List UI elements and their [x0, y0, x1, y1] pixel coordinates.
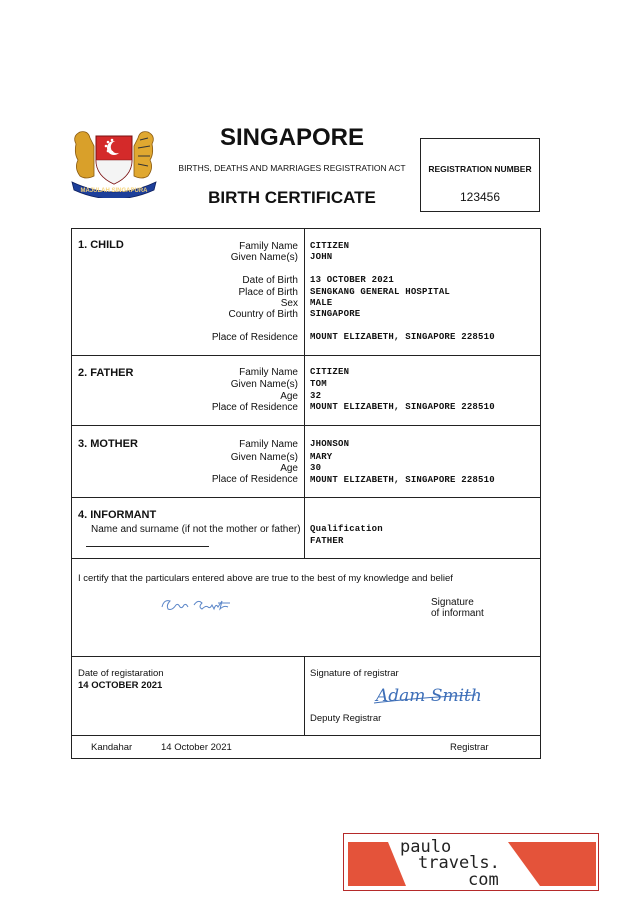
mother-label: Place of Residence [211, 474, 298, 485]
child-label: Family Name [239, 241, 298, 252]
qualification-label: Qualification [310, 524, 383, 534]
child-given-name: JOHN [310, 252, 333, 262]
child-label: Place of Residence [211, 332, 298, 343]
father-label: Family Name [239, 367, 298, 378]
document-title: BIRTH CERTIFICATE [208, 188, 376, 207]
mother-age: 30 [310, 463, 322, 473]
watermark-line: travels. [418, 853, 500, 873]
child-heading: 1. CHILD [78, 239, 124, 251]
child-label: Given Name(s) [230, 252, 298, 263]
mother-heading: 3. MOTHER [78, 438, 138, 450]
mother-residence: MOUNT ELIZABETH, SINGAPORE 228510 [310, 475, 495, 485]
father-label: Age [280, 391, 298, 402]
divider [71, 497, 541, 498]
registration-number-box [420, 138, 540, 212]
country-title: SINGAPORE [219, 124, 365, 151]
child-residence: MOUNT ELIZABETH, SINGAPORE 228510 [310, 332, 495, 342]
mother-given-name: MARY [310, 452, 333, 462]
child-label: Sex [280, 298, 298, 309]
divider [71, 355, 541, 356]
divider [71, 735, 541, 736]
registrar-signature-text: Adam Smith [376, 686, 482, 706]
informant-signature-label: of informant [431, 608, 484, 619]
informant-label: Name and surname (if not the mother or father) [91, 524, 301, 535]
father-label: Given Name(s) [230, 379, 298, 390]
child-label: Date of Birth [242, 275, 298, 286]
child-sex: MALE [310, 298, 333, 308]
father-given-name: TOM [310, 379, 327, 389]
child-label: Country of Birth [228, 309, 298, 320]
child-label: Place of Birth [238, 287, 298, 298]
father-age: 32 [310, 391, 322, 401]
divider [71, 425, 541, 426]
mother-label: Family Name [239, 439, 298, 450]
watermark-line: com [468, 870, 499, 890]
informant-signature-icon [158, 593, 238, 615]
father-label: Place of Residence [211, 402, 298, 413]
crest-motto: MAJULAH SINGAPURA [80, 188, 148, 194]
column-divider [304, 228, 305, 558]
footer-place: Kandahar [91, 742, 133, 753]
mother-family-name: JHONSON [310, 439, 350, 449]
coat-of-arms-icon [68, 126, 160, 198]
certify-statement: I certify that the particulars entered above are true to the best of my knowledge and belief [78, 573, 453, 584]
divider [71, 656, 541, 657]
informant-name-line [86, 546, 209, 547]
child-country-of-birth: SINGAPORE [310, 309, 361, 319]
informant-heading: 4. INFORMANT [78, 509, 157, 521]
footer-registrar: Registrar [450, 742, 489, 753]
mother-label: Age [280, 463, 298, 474]
child-date-of-birth: 13 OCTOBER 2021 [310, 275, 395, 285]
father-heading: 2. FATHER [78, 367, 134, 379]
mother-label: Given Name(s) [230, 452, 298, 463]
column-divider [304, 656, 305, 735]
deputy-registrar-label: Deputy Registrar [310, 713, 382, 724]
act-title: BIRTHS, DEATHS AND MARRIAGES REGISTRATION ACT [178, 163, 406, 173]
registrar-signature [372, 681, 482, 709]
father-residence: MOUNT ELIZABETH, SINGAPORE 228510 [310, 402, 495, 412]
watermark-logo [343, 833, 599, 891]
registration-date-label: Date of registaration [78, 668, 164, 679]
registrar-signature-label: Signature of registrar [310, 668, 399, 679]
child-family-name: CITIZEN [310, 241, 350, 251]
registration-date-value: 14 OCTOBER 2021 [78, 680, 163, 691]
watermark-line: paulo [400, 837, 452, 857]
child-place-of-birth: SENGKANG GENERAL HOSPITAL [310, 287, 451, 297]
divider [71, 558, 541, 559]
registration-number-label: REGISTRATION NUMBER [428, 164, 532, 174]
father-family-name: CITIZEN [310, 367, 350, 377]
registration-number-value: 123456 [459, 190, 501, 204]
qualification-value: FATHER [310, 536, 344, 546]
footer-date: 14 October 2021 [161, 742, 232, 753]
informant-signature-label: Signature [431, 597, 474, 608]
